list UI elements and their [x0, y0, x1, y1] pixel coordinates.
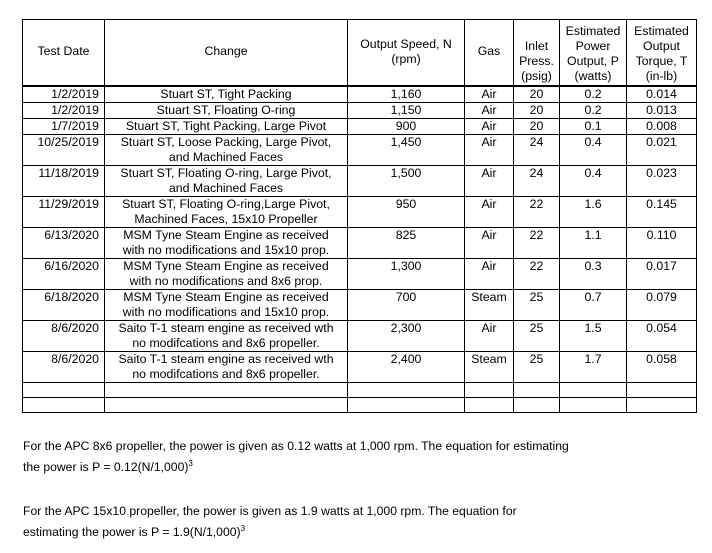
cell-power-output: 0.1 [560, 118, 627, 134]
cell-change [105, 118, 348, 134]
cell-power-output: 0.7 [560, 289, 627, 320]
cell-power-output: 1.1 [560, 227, 627, 258]
cell-power-output: 1.7 [560, 351, 627, 382]
header-inlet-pressure-line: Inlet [524, 38, 549, 53]
cell-change [105, 102, 348, 118]
note-line [23, 520, 673, 541]
header-inlet-pressure-line: (psig) [521, 68, 552, 83]
cell-output-torque: 0.021 [627, 134, 697, 165]
cell-power-output: 0.4 [560, 165, 627, 196]
note-15x10-propeller [23, 502, 673, 541]
table-row [23, 289, 697, 320]
cell-gas: Air [465, 102, 514, 118]
cell-change-line: Stuart ST, Tight Packing, Large Pivot [125, 118, 327, 133]
cell-gas: Air [465, 86, 514, 103]
cell-change-line: and Machined Faces [168, 149, 284, 164]
cell-inlet-pressure: 22 [514, 196, 560, 227]
table-row [23, 320, 697, 351]
cell-change-line: Saito T-1 steam engine as received wth [118, 320, 334, 335]
cell-empty [105, 397, 348, 412]
cell-change [105, 289, 348, 320]
table-row [23, 258, 697, 289]
cell-change [105, 134, 348, 165]
cell-inlet-pressure: 24 [514, 134, 560, 165]
cell-output-speed: 1,450 [348, 134, 465, 165]
header-test-date: Test Date [23, 20, 105, 86]
cell-output-speed: 1,500 [348, 165, 465, 196]
header-output-torque [627, 20, 697, 86]
cell-test-date: 8/6/2020 [23, 320, 105, 351]
table-row [23, 102, 697, 118]
cell-change [105, 86, 348, 103]
cell-power-output: 0.4 [560, 134, 627, 165]
cell-empty [627, 382, 697, 397]
cell-change-line: no modifcations and 8x6 propeller. [132, 335, 320, 350]
cell-output-torque: 0.017 [627, 258, 697, 289]
header-inlet-pressure [514, 20, 560, 86]
cell-gas: Air [465, 134, 514, 165]
cell-change-line: Stuart ST, Tight Packing [160, 86, 292, 101]
note-line: For the APC 8x6 propeller, the power is given as 0.12 watts at 1,000 rpm. The equation for estimating [23, 439, 569, 453]
cell-empty [514, 382, 560, 397]
cell-change-line: with no modifications and 8x6 prop. [129, 273, 323, 288]
header-output-torque-line: (in-lb) [645, 68, 678, 83]
engine-test-table [22, 19, 697, 413]
header-power-output-line: Power [575, 38, 611, 53]
table-body [23, 86, 697, 413]
cell-gas: Air [465, 258, 514, 289]
cell-test-date: 1/2/2019 [23, 86, 105, 103]
cell-change-line: with no modifications and 15x10 prop. [122, 304, 330, 319]
cell-gas: Air [465, 165, 514, 196]
table-row [23, 134, 697, 165]
note-line [23, 455, 673, 476]
cell-test-date: 1/7/2019 [23, 118, 105, 134]
table-row [23, 351, 697, 382]
table-row [23, 196, 697, 227]
cell-change-line: and Machined Faces [168, 180, 284, 195]
header-power-output-line: Output, P [567, 53, 619, 68]
cell-inlet-pressure: 20 [514, 118, 560, 134]
cell-gas: Air [465, 196, 514, 227]
cell-empty [105, 382, 348, 397]
cell-change-line: MSM Tyne Steam Engine as received [123, 227, 329, 242]
cell-change-line: no modifcations and 8x6 propeller. [132, 366, 320, 381]
table-row [23, 86, 697, 103]
cell-gas: Steam [465, 289, 514, 320]
cell-inlet-pressure: 24 [514, 165, 560, 196]
cell-test-date: 11/18/2019 [23, 165, 105, 196]
cell-change-line: Saito T-1 steam engine as received wth [118, 351, 334, 366]
cell-empty [23, 382, 105, 397]
header-output-speed [348, 20, 465, 86]
cell-gas: Steam [465, 351, 514, 382]
cell-inlet-pressure: 22 [514, 227, 560, 258]
cell-inlet-pressure: 25 [514, 289, 560, 320]
cell-change [105, 227, 348, 258]
cell-output-torque: 0.145 [627, 196, 697, 227]
cell-power-output: 0.2 [560, 86, 627, 103]
note-exponent: 3 [240, 524, 246, 533]
cell-change-line: Stuart ST, Floating O-ring [156, 102, 296, 117]
cell-change [105, 258, 348, 289]
header-power-output-line: Estimated [565, 23, 621, 38]
table-row [23, 165, 697, 196]
cell-inlet-pressure: 20 [514, 86, 560, 103]
cell-change [105, 351, 348, 382]
cell-change-line: MSM Tyne Steam Engine as received [123, 289, 329, 304]
cell-test-date: 6/13/2020 [23, 227, 105, 258]
note-exponent: 3 [188, 459, 193, 468]
cell-change-line: Machined Faces, 15x10 Propeller [134, 211, 318, 226]
cell-gas: Air [465, 227, 514, 258]
cell-change-line: MSM Tyne Steam Engine as received [123, 258, 329, 273]
header-output-speed-line: Output Speed, N [360, 36, 452, 51]
table-row-empty [23, 382, 697, 397]
cell-empty [465, 382, 514, 397]
cell-empty [348, 397, 465, 412]
note-equation: the power is P = 0.12(N/1,000) [23, 460, 189, 475]
header-inlet-pressure-line: Press. [519, 53, 554, 68]
cell-output-torque: 0.013 [627, 102, 697, 118]
cell-power-output: 0.2 [560, 102, 627, 118]
cell-test-date: 6/16/2020 [23, 258, 105, 289]
cell-change-line: Stuart ST, Floating O-ring, Large Pivot, [120, 165, 332, 180]
cell-output-torque: 0.014 [627, 86, 697, 103]
cell-empty [560, 382, 627, 397]
cell-empty [627, 397, 697, 412]
header-output-torque-line: Estimated [634, 23, 689, 38]
cell-inlet-pressure: 22 [514, 258, 560, 289]
cell-output-torque: 0.110 [627, 227, 697, 258]
cell-output-speed: 1,160 [348, 86, 465, 103]
header-power-output-line: (watts) [574, 68, 612, 83]
cell-output-speed: 825 [348, 227, 465, 258]
cell-power-output: 0.3 [560, 258, 627, 289]
cell-inlet-pressure: 20 [514, 102, 560, 118]
cell-empty [23, 397, 105, 412]
header-gas: Gas [465, 20, 514, 86]
cell-output-torque: 0.079 [627, 289, 697, 320]
header-output-torque-line: Torque, T [635, 53, 688, 68]
cell-inlet-pressure: 25 [514, 351, 560, 382]
cell-change [105, 196, 348, 227]
cell-test-date: 11/29/2019 [23, 196, 105, 227]
header-row [23, 20, 697, 86]
cell-inlet-pressure: 25 [514, 320, 560, 351]
cell-empty [514, 397, 560, 412]
cell-test-date: 10/25/2019 [23, 134, 105, 165]
note-line: For the APC 15x10 propeller, the power is given as 1.9 watts at 1,000 rpm. The equation for [23, 504, 517, 518]
cell-test-date: 6/18/2020 [23, 289, 105, 320]
header-output-speed-line: (rpm) [391, 51, 421, 66]
cell-empty [560, 397, 627, 412]
cell-power-output: 1.5 [560, 320, 627, 351]
cell-output-speed: 1,300 [348, 258, 465, 289]
cell-output-speed: 700 [348, 289, 465, 320]
cell-power-output: 1.6 [560, 196, 627, 227]
table-row [23, 118, 697, 134]
note-equation: estimating the power is P = 1.9(N/1,000) [23, 525, 241, 540]
cell-gas: Air [465, 320, 514, 351]
cell-output-speed: 950 [348, 196, 465, 227]
cell-output-speed: 2,300 [348, 320, 465, 351]
cell-change-line: Stuart ST, Floating O-ring,Large Pivot, [122, 196, 330, 211]
header-change: Change [105, 20, 348, 86]
cell-change-line: with no modifications and 15x10 prop. [122, 242, 330, 257]
table-row [23, 227, 697, 258]
cell-gas: Air [465, 118, 514, 134]
table-row-empty [23, 397, 697, 412]
cell-empty [465, 397, 514, 412]
header-power-output [560, 20, 627, 86]
cell-output-speed: 1,150 [348, 102, 465, 118]
cell-empty [348, 382, 465, 397]
cell-change [105, 165, 348, 196]
header-output-torque-line: Output [643, 38, 680, 53]
cell-output-speed: 2,400 [348, 351, 465, 382]
cell-output-torque: 0.008 [627, 118, 697, 134]
note-8x6-propeller [23, 437, 673, 476]
cell-test-date: 1/2/2019 [23, 102, 105, 118]
cell-test-date: 8/6/2020 [23, 351, 105, 382]
cell-change [105, 320, 348, 351]
cell-output-torque: 0.058 [627, 351, 697, 382]
cell-output-torque: 0.023 [627, 165, 697, 196]
cell-output-speed: 900 [348, 118, 465, 134]
cell-output-torque: 0.054 [627, 320, 697, 351]
cell-change-line: Stuart ST, Loose Packing, Large Pivot, [120, 134, 332, 149]
